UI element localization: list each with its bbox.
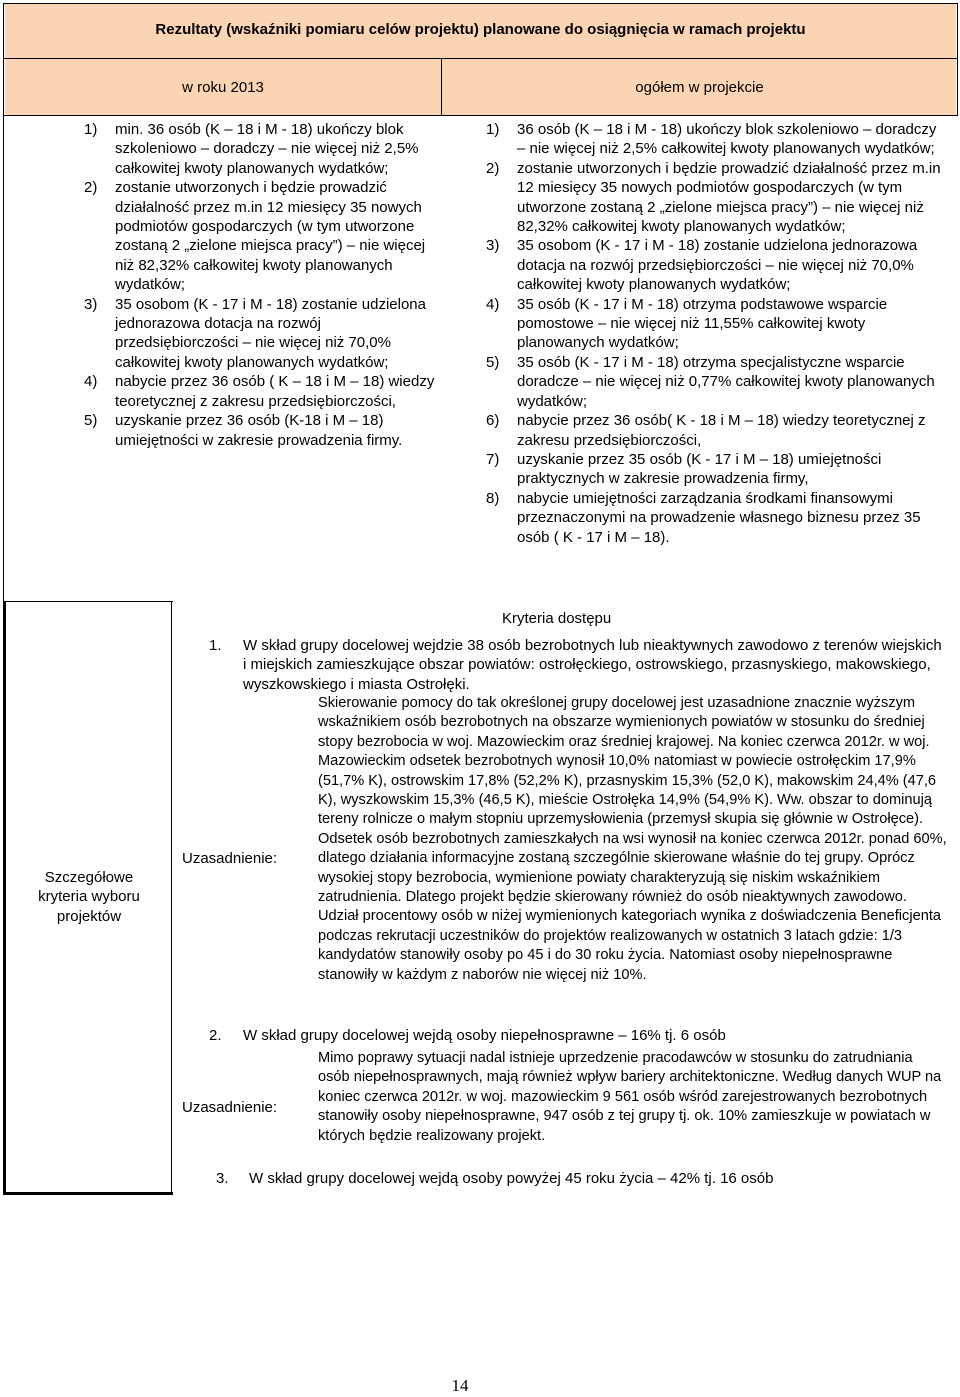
list-item: 1) 36 osób (K – 18 i M - 18) ukończy blok szkoleniowo – doradczy – nie więcej niż 2,5% całkowitej kwoty planowanych wydatków; — [486, 121, 937, 158]
list-item: 1) min. 36 osób (K – 18 i M - 18) ukończy blok szkoleniowo – doradczy – nie więcej niż 2,5% całkowitej kwoty planowanych wydatków; — [84, 121, 419, 177]
column-header-total: ogółem w projekcie — [635, 79, 764, 96]
results-list-year — [84, 120, 438, 450]
criterion-2-text: W skład grupy docelowej wejdą osoby niepełnosprawne – 16% tj. 6 osób — [243, 1027, 726, 1044]
criterion-3-number: 3. — [216, 1170, 229, 1187]
table-title: Rezultaty (wskaźniki pomiaru celów projektu) planowane do osiągnięcia w ramach projektu — [155, 21, 806, 38]
border-title-bottom — [3, 58, 958, 59]
criterion-2-number: 2. — [209, 1027, 222, 1044]
list-item: 6) nabycie przez 36 osób( K - 18 i M – 18) wiedzy teoretycznej z zakresu przedsiębiorczości, — [486, 412, 926, 449]
border-right-outer — [957, 3, 958, 116]
border-column-divider — [441, 58, 442, 116]
list-item: 2) zostanie utworzonych i będzie prowadzić działalność przez m.in 12 miesięcy 35 nowych podmiotów gospodarczych (w tym utworzone zostaną 2 „zielone miejsca pracy”) – nie więcej niż 82,32% całkowitej kwoty planowanych wydatków; — [486, 159, 941, 236]
border-header-bottom — [3, 115, 958, 116]
criterion-3-text: W skład grupy docelowej wejdą osoby powyżej 45 roku życia – 42% tj. 16 osób — [249, 1170, 774, 1187]
column-header-year: w roku 2013 — [182, 79, 264, 96]
border-results-bottom — [3, 601, 173, 602]
border-left-thick — [3, 601, 6, 1194]
list-item: 5) uzyskanie przez 36 osób (K-18 i M – 18) umiejętności w zakresie prowadzenia firmy. — [84, 412, 403, 449]
justification-2-label: Uzasadnienie: — [182, 1099, 278, 1116]
criterion-1-number: 1. — [209, 637, 222, 654]
list-item: 7) uzyskanie przez 35 osób (K - 17 i M – 18) umiejętności praktycznych w zakresie prowadzenia firmy, — [486, 450, 882, 488]
list-item: 4) 35 osób (K - 17 i M - 18) otrzyma podstawowe wsparcie pomostowe – nie więcej niż 11,55% całkowitej kwoty planowanych wydatków; — [486, 295, 888, 352]
list-item: 2) zostanie utworzonych i będzie prowadzić działalność przez m.in 12 miesięcy 35 nowych podmiotów gospodarczych (w tym utworzone zostaną 2 „zielone miejsca pracy”) – nie więcej niż 82,32% całkowitej kwoty planowanych wydatków; — [84, 179, 426, 294]
justification-1-text: Skierowanie pomocy do tak określonej grupy docelowej jest uzasadnione znacznie wyższym wskaźnikiem osób bezrobotnych na obszarze wymienionych powiatów w stosunku do średniej stopy bezrobocia w woj. Mazowieckim oraz średniej krajowej. Na koniec czerwca 2012r. w woj. Mazowieckim odsetek bezrobotnych wynosił 10,0% natomiast w powiecie ostrołęckim 17,9% (51,7% K), ostrowskim 17,8% (52,2% K), przasnyskim 15,3% (52,0 K), makowskim 24,4% (47,6 K), wyszkowskim 15,3% (46,5 K), mieście Ostrołęka 14,9% (54,9% K). Ww. obszar to dominują tereny rolnicze o małym stopniu uprzemysłowienia (przemysł skupia się głównie w Ostrołęce). Odsetek osób bezrobotnych zamieszkałych na wsi wynosił na koniec czerwca 2012r. ponad 60%, dlatego działania informacyjne zostaną szczególnie skierowane właśnie do tej grupy. Oprócz wysokiej stopy bezrobocia, wymienione powiaty charakteryzują się niskim wskaźnikiem zatrudnienia. Dlatego projekt będzie skierowany również do osób nieaktywnych zawodowo. Udział procentowy osób w niżej wymienionych kategoriach wynika z doświadczenia Beneficjenta podczas rekrutacji uczestników do projektów realizowanych w ostatnich 3 latach gdzie: 1/3 kandydatów stanowiły osoby po 45 i do 30 roku życia. Natomiast osoby niepełnosprawne stanowiły w każdym z naborów nie więcej niż 10%. — [318, 695, 947, 983]
detailed-criteria-label: Szczegółowe kryteria wyboru projektów — [38, 869, 140, 925]
criterion-1-text: W skład grupy docelowej wejdzie 38 osób bezrobotnych lub nieaktywnych zawodowo z terenów wiejskich i miejskich zamieszkujące obszar powiatów: ostrołęckiego, ostrowskiego, przasnyskiego, makowskiego, wyszkowskiego i miasta Ostrołęki. — [243, 637, 942, 693]
justification-1-label: Uzasadnienie: — [182, 850, 278, 867]
access-criteria-heading: Kryteria dostępu — [502, 610, 612, 627]
list-item: 3) 35 osobom (K - 17 i M - 18) zostanie udzielona jednorazowa dotacja na rozwój przedsiębiorczości – nie więcej niż 70,0% całkowitej kwoty planowanych wydatków; — [84, 295, 426, 371]
border-top — [3, 3, 958, 4]
border-bottom — [3, 1192, 173, 1195]
results-list-total — [486, 120, 948, 547]
page-number: 14 — [451, 1376, 469, 1395]
list-item: 5) 35 osób (K - 17 i M - 18) otrzyma specjalistyczne wsparcie doradcze – nie więcej niż 0,77% całkowitej kwoty planowanych wydatków; — [486, 353, 935, 410]
list-item: 4) nabycie przez 36 osób ( K – 18 i M – 18) wiedzy teoretycznej z zakresu przedsiębiorczości, — [84, 373, 435, 410]
list-item: 8) nabycie umiejętności zarządzania środkami finansowymi przeznaczonymi na prowadzenie własnego biznesu przez 35 osób ( K - 17 i M – 18). — [486, 489, 921, 546]
justification-2-text: Mimo poprawy sytuacji nadal istnieje uprzedzenie pracodawców w stosunku do zatrudniania osób niepełnosprawnych, mają również wpływ bariery architektoniczne. Według danych WUP na koniec czerwca 2012r. w woj. mazowieckim 9 561 osób wśród zarejestrowanych bezrobotnych stanowiły osoby niepełnosprawne, 947 osób z tej grupy tj. ok. 10% zamieszkuje w powiatach w których będzie realizowany projekt. — [318, 1050, 942, 1144]
border-side-label-right — [171, 601, 172, 1194]
list-item: 3) 35 osobom (K - 17 i M - 18) zostanie udzielona jednorazowa dotacja na rozwój przedsiębiorczości – nie więcej niż 70,0% całkowitej kwoty planowanych wydatków; — [486, 237, 918, 294]
